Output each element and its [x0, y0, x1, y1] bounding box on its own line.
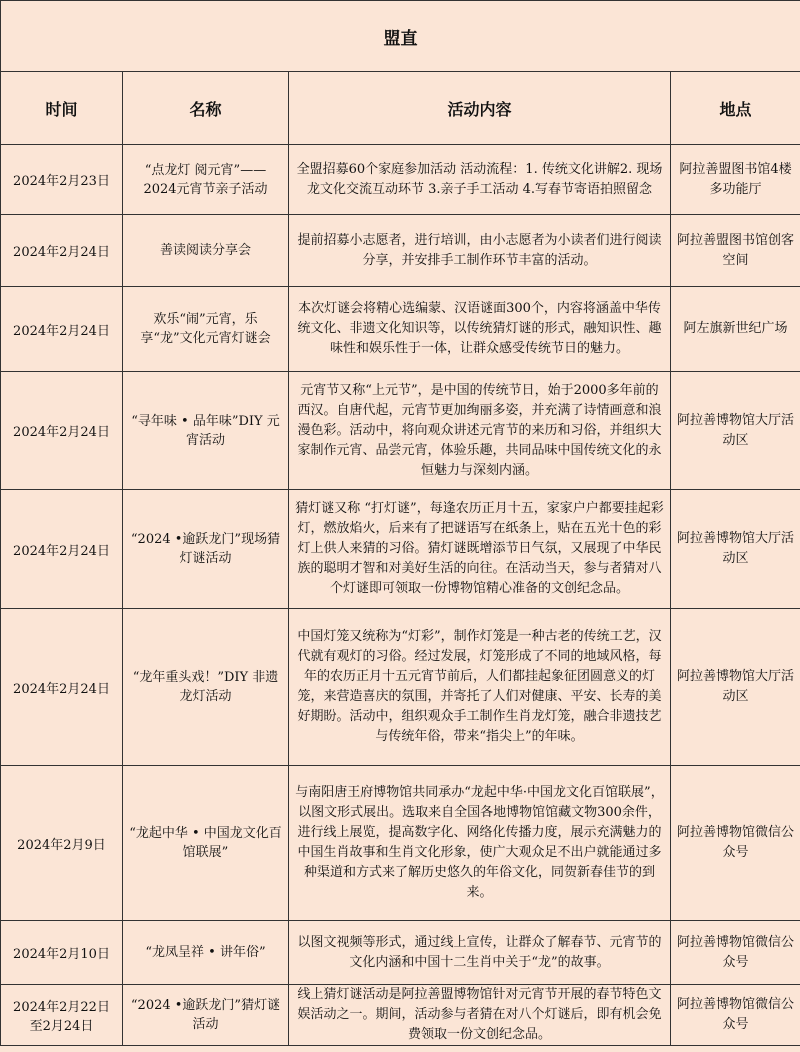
cell-content: 提前招募小志愿者，进行培训，由小志愿者为小读者们进行阅读分享，并安排手工制作环节丰富的活动。 [289, 215, 671, 287]
table-row [1, 145, 800, 215]
table-row [1, 372, 800, 490]
table-row [1, 287, 800, 372]
cell-time: 2024年2月22日至2月24日 [1, 985, 123, 1046]
cell-time: 2024年2月24日 [1, 490, 123, 609]
cell-content: 猜灯谜又称 “打灯谜”，每逢农历正月十五，家家户户都要挂起彩灯，燃放焰火，后来有了把谜语写在纸条上，贴在五光十色的彩灯上供人来猜的习俗。猜灯谜既增添节日气氛，又展现了中华民族的聪明才智和对美好生活的向往。在活动当天，参与者猜对八个灯谜即可领取一份博物馆精心准备的文创纪念品。 [289, 490, 671, 609]
header-row [1, 72, 800, 145]
cell-name: 欢乐“闹”元宵，乐享“龙”文化元宵灯谜会 [123, 287, 289, 372]
cell-time: 2024年2月23日 [1, 145, 123, 215]
cell-place: 阿拉善博物馆微信公众号 [671, 766, 800, 921]
cell-name: “龙凤呈祥 • 讲年俗” [123, 921, 289, 985]
cell-name: “龙年重头戏！”DIY 非遗龙灯活动 [123, 609, 289, 766]
cell-place: 阿拉善盟图书馆4楼多功能厅 [671, 145, 800, 215]
table-row [1, 985, 800, 1046]
cell-place: 阿拉善博物馆大厅活动区 [671, 490, 800, 609]
cell-name: “寻年味 • 品年味”DIY 元宵活动 [123, 372, 289, 490]
cell-name: “2024 •逾跃龙门”猜灯谜活动 [123, 985, 289, 1046]
cell-time: 2024年2月24日 [1, 215, 123, 287]
header-content: 活动内容 [289, 72, 671, 145]
table-title: 盟直 [1, 1, 800, 72]
cell-place: 阿拉善博物馆大厅活动区 [671, 609, 800, 766]
header-name: 名称 [123, 72, 289, 145]
cell-time: 2024年2月10日 [1, 921, 123, 985]
cell-time: 2024年2月24日 [1, 287, 123, 372]
cell-place: 阿拉善盟图书馆创客空间 [671, 215, 800, 287]
cell-content: 与南阳唐王府博物馆共同承办“龙起中华·中国龙文化百馆联展”，以图文形式展出。选取来自全国各地博物馆馆藏文物300余件，进行线上展览，提高数字化、网络化传播力度，展示充满魅力的中国生肖故事和生肖文化形象，使广大观众足不出户就能通过多种渠道和方式来了解历史悠久的年俗文化，同贺新春佳节的到来。 [289, 766, 671, 921]
cell-place: 阿拉善博物馆微信公众号 [671, 985, 800, 1046]
table-row [1, 490, 800, 609]
header-place: 地点 [671, 72, 800, 145]
cell-name: “点龙灯 阅元宵”——2024元宵节亲子活动 [123, 145, 289, 215]
cell-content: 以图文视频等形式，通过线上宣传，让群众了解春节、元宵节的文化内涵和中国十二生肖中关于“龙”的故事。 [289, 921, 671, 985]
table-row [1, 215, 800, 287]
cell-time: 2024年2月24日 [1, 609, 123, 766]
cell-name: “2024 •逾跃龙门”现场猜灯谜活动 [123, 490, 289, 609]
cell-time: 2024年2月9日 [1, 766, 123, 921]
cell-time: 2024年2月24日 [1, 372, 123, 490]
table-row [1, 921, 800, 985]
cell-name: 善读阅读分享会 [123, 215, 289, 287]
cell-place: 阿拉善博物馆微信公众号 [671, 921, 800, 985]
cell-content: 中国灯笼又统称为“灯彩”，制作灯笼是一种古老的传统工艺，汉代就有观灯的习俗。经过发展，灯笼形成了不同的地域风格，每年的农历正月十五元宵节前后，人们都挂起象征团圆意义的灯笼，来营造喜庆的氛围，并寄托了人们对健康、平安、长寿的美好期盼。活动中，组织观众手工制作生肖龙灯笼，融合非遗技艺与传统年俗，带来“指尖上”的年味。 [289, 609, 671, 766]
cell-place: 阿拉善博物馆大厅活动区 [671, 372, 800, 490]
table-row [1, 766, 800, 921]
cell-place: 阿左旗新世纪广场 [671, 287, 800, 372]
cell-content: 本次灯谜会将精心选编蒙、汉语谜面300个，内容将涵盖中华传统文化、非遗文化知识等，以传统猜灯谜的形式，融知识性、趣味性和娱乐性于一体，让群众感受传统节日的魅力。 [289, 287, 671, 372]
cell-name: “龙起中华 • 中国龙文化百馆联展” [123, 766, 289, 921]
cell-content: 元宵节又称“上元节”，是中国的传统节日，始于2000多年前的西汉。自唐代起，元宵节更加绚丽多姿，并充满了诗情画意和浪漫色彩。活动中，将向观众讲述元宵节的来历和习俗，并组织大家制作元宵、品尝元宵，体验乐趣，共同品味中国传统文化的永恒魅力与深刻内涵。 [289, 372, 671, 490]
cell-content: 线上猜灯谜活动是阿拉善盟博物馆针对元宵节开展的春节特色文娱活动之一。期间，活动参与者猜在对八个灯谜后，即有机会免费领取一份文创纪念品。 [289, 985, 671, 1046]
table-row [1, 609, 800, 766]
header-time: 时间 [1, 72, 123, 145]
cell-content: 全盟招募60个家庭参加活动 活动流程：1. 传统文化讲解2. 现场龙文化交流互动环节 3.亲子手工活动 4.写春节寄语拍照留念 [289, 145, 671, 215]
